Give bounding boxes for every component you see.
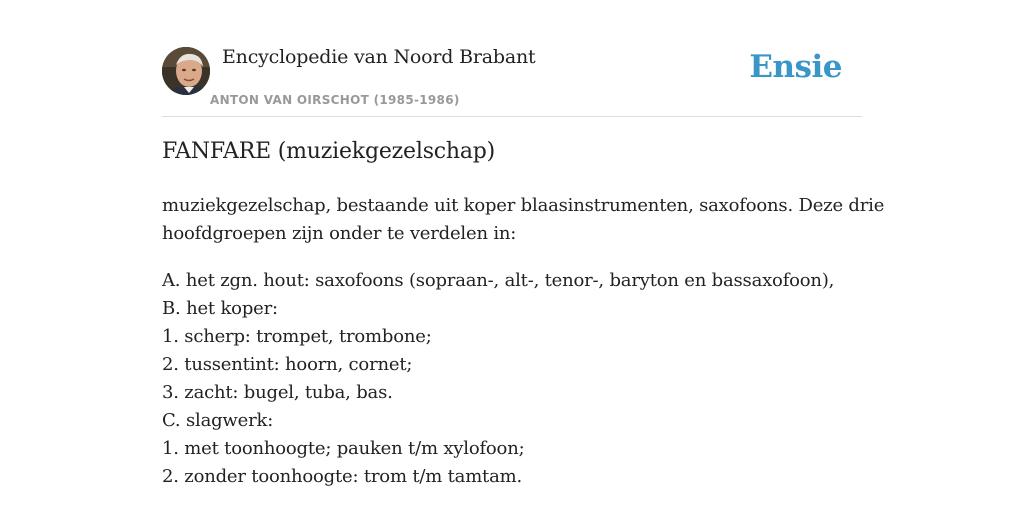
- list-line: 1. scherp: trompet, trombone;: [162, 326, 432, 347]
- intro-line: hoofdgroepen zijn onder te verdelen in:: [162, 223, 517, 244]
- author-label[interactable]: ANTON VAN OIRSCHOT (1985-1986): [210, 93, 460, 107]
- list-line: 3. zacht: bugel, tuba, bas.: [162, 382, 393, 403]
- list-paragraph: [162, 267, 862, 491]
- source-header: [162, 44, 862, 117]
- brand-logo[interactable]: Ensie: [749, 49, 842, 85]
- intro-line: muziekgezelschap, bestaande uit koper blaasinstrumenten, saxofoons. Deze drie: [162, 195, 885, 216]
- list-line: 1. met toonhoogte; pauken t/m xylofoon;: [162, 438, 525, 459]
- list-line: 2. tussentint: hoorn, cornet;: [162, 354, 413, 375]
- avatar[interactable]: [162, 47, 210, 95]
- intro-paragraph: [162, 192, 885, 248]
- list-line: C. slagwerk:: [162, 410, 274, 431]
- list-line: B. het koper:: [162, 298, 278, 319]
- entry-body: [162, 192, 885, 510]
- list-line: 2. zonder toonhoogte: trom t/m tamtam.: [162, 466, 523, 487]
- list-line: A. het zgn. hout: saxofoons (sopraan-, alt-, tenor-, baryton en bassaxofoon),: [162, 270, 835, 291]
- author-portrait-icon: [162, 47, 210, 95]
- entry-title: FANFARE (muziekgezelschap): [162, 139, 496, 164]
- source-title[interactable]: Encyclopedie van Noord Brabant: [222, 46, 536, 68]
